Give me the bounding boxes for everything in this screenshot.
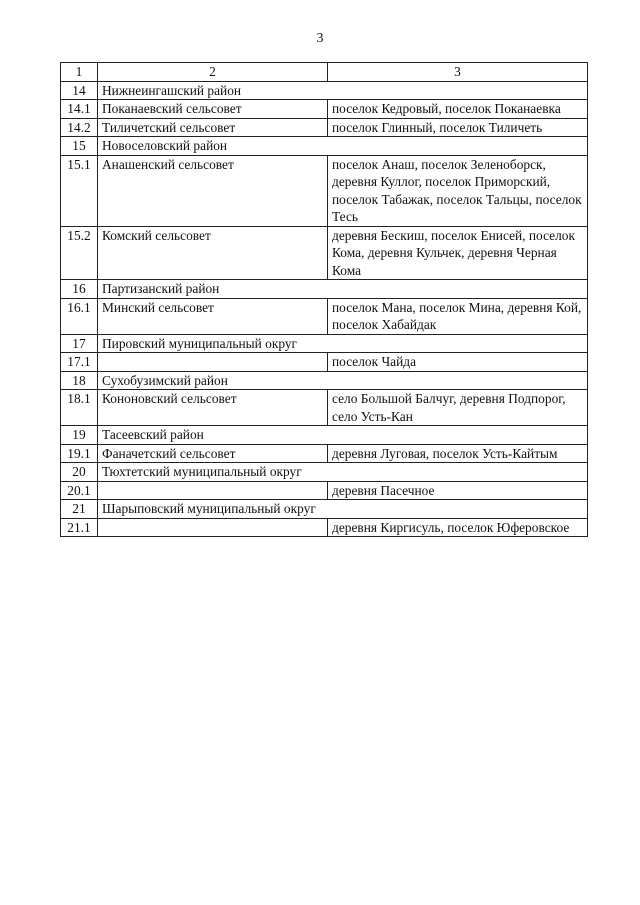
table-row	[61, 518, 588, 537]
district-row	[61, 500, 588, 519]
settlements-list: деревня Луговая, поселок Усть-Кайтым	[328, 444, 588, 463]
table-row	[61, 390, 588, 426]
table-row	[61, 118, 588, 137]
row-number: 19.1	[61, 444, 98, 463]
district-row	[61, 426, 588, 445]
table-row	[61, 155, 588, 226]
municipality-name: Комский сельсовет	[98, 226, 328, 280]
municipality-name: Минский сельсовет	[98, 298, 328, 334]
settlements-list: село Большой Балчуг, деревня Подпорог, село Усть-Кан	[328, 390, 588, 426]
district-name: Шарыповский муниципальный округ	[98, 500, 588, 519]
district-name: Тюхтетский муниципальный округ	[98, 463, 588, 482]
district-name: Нижнеингашский район	[98, 81, 588, 100]
district-row	[61, 137, 588, 156]
municipality-name: Поканаевский сельсовет	[98, 100, 328, 119]
settlements-list: поселок Глинный, поселок Тиличеть	[328, 118, 588, 137]
settlements-list: деревня Киргисуль, поселок Юферовское	[328, 518, 588, 537]
municipality-name	[98, 518, 328, 537]
settlements-list: поселок Кедровый, поселок Поканаевка	[328, 100, 588, 119]
table-row	[61, 353, 588, 372]
row-number: 15.2	[61, 226, 98, 280]
district-row	[61, 81, 588, 100]
row-number: 21	[61, 500, 98, 519]
page-number: 3	[316, 31, 324, 46]
district-row	[61, 280, 588, 299]
column-header-3: 3	[328, 63, 588, 82]
municipality-name	[98, 481, 328, 500]
municipality-name: Фаначетский сельсовет	[98, 444, 328, 463]
table-header-row	[61, 63, 588, 82]
row-number: 14.1	[61, 100, 98, 119]
row-number: 21.1	[61, 518, 98, 537]
district-row	[61, 371, 588, 390]
district-name: Пировский муниципальный округ	[98, 334, 588, 353]
district-name: Сухобузимский район	[98, 371, 588, 390]
settlements-list: деревня Бескиш, поселок Енисей, поселок Кома, деревня Кульчек, деревня Черная Кома	[328, 226, 588, 280]
table-row	[61, 226, 588, 280]
column-header-1: 1	[61, 63, 98, 82]
municipality-name: Тиличетский сельсовет	[98, 118, 328, 137]
district-row	[61, 334, 588, 353]
row-number: 14	[61, 81, 98, 100]
table-row	[61, 444, 588, 463]
district-name: Партизанский район	[98, 280, 588, 299]
row-number: 16	[61, 280, 98, 299]
table-row	[61, 100, 588, 119]
row-number: 14.2	[61, 118, 98, 137]
row-number: 20	[61, 463, 98, 482]
row-number: 17	[61, 334, 98, 353]
settlements-list: поселок Чайда	[328, 353, 588, 372]
municipality-name: Кононовский сельсовет	[98, 390, 328, 426]
row-number: 15	[61, 137, 98, 156]
table-body	[61, 63, 588, 537]
settlements-list: деревня Пасечное	[328, 481, 588, 500]
row-number: 15.1	[61, 155, 98, 226]
row-number: 19	[61, 426, 98, 445]
district-name: Новоселовский район	[98, 137, 588, 156]
table-row	[61, 298, 588, 334]
settlements-list: поселок Мана, поселок Мина, деревня Кой, поселок Хабайдак	[328, 298, 588, 334]
settlements-table	[60, 62, 588, 537]
row-number: 20.1	[61, 481, 98, 500]
column-header-2: 2	[98, 63, 328, 82]
municipality-name	[98, 353, 328, 372]
row-number: 17.1	[61, 353, 98, 372]
table-row	[61, 481, 588, 500]
row-number: 18.1	[61, 390, 98, 426]
row-number: 18	[61, 371, 98, 390]
municipality-name: Анашенский сельсовет	[98, 155, 328, 226]
district-row	[61, 463, 588, 482]
district-name: Тасеевский район	[98, 426, 588, 445]
settlements-list: поселок Анаш, поселок Зеленоборск, деревня Куллог, поселок Приморский, поселок Табажак, поселок Тальцы, поселок Тесь	[328, 155, 588, 226]
row-number: 16.1	[61, 298, 98, 334]
